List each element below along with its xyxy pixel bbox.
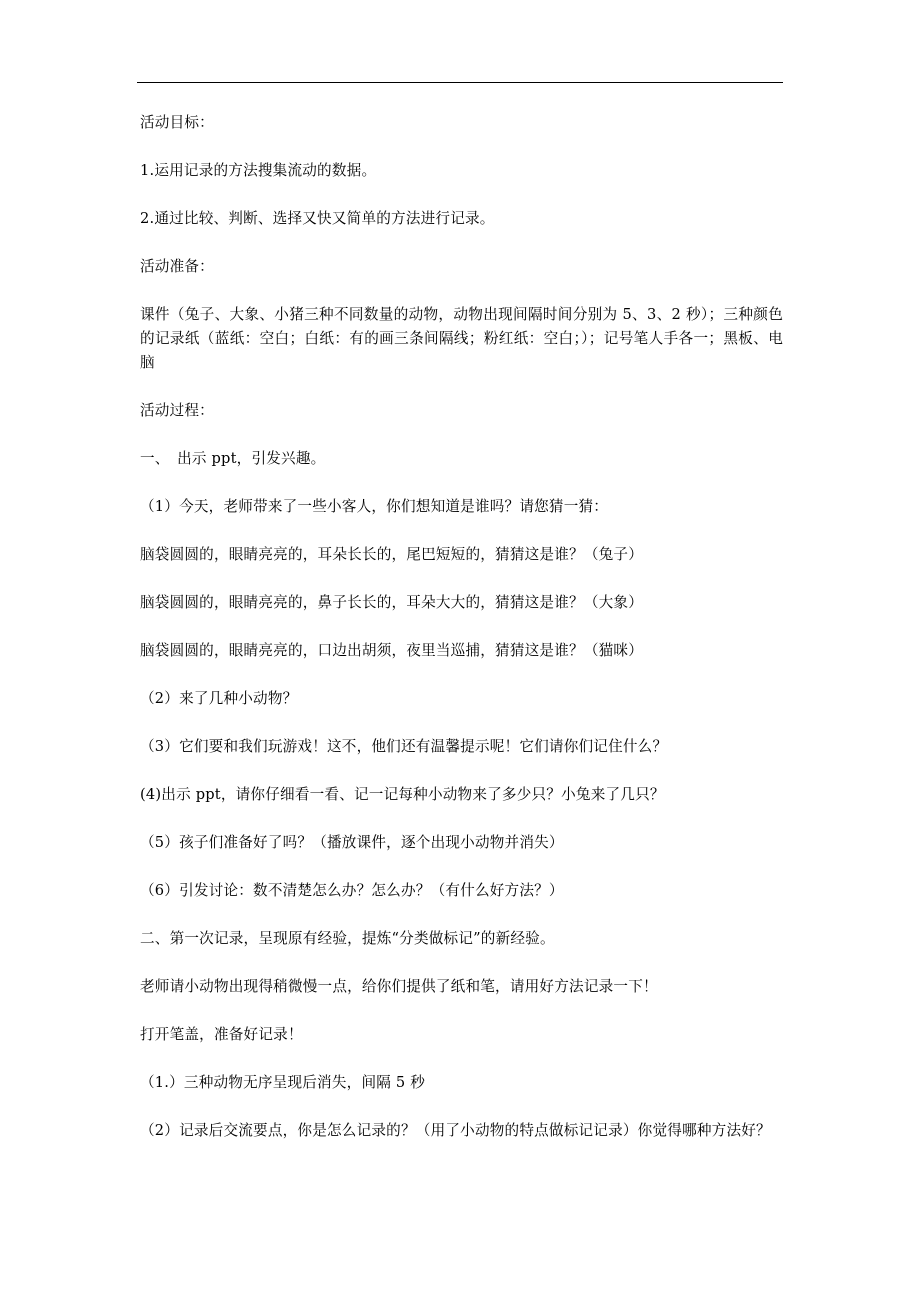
instruction-text: 老师请小动物出现得稍微慢一点，给你们提供了纸和笔，请用好方法记录一下！ [140,978,658,995]
section-heading-goals: 活动目标： [140,114,214,131]
riddle-cat: 脑袋圆圆的，眼睛亮亮的，口边出胡须，夜里当巡捕，猜猜这是谁？（猫咪） [140,642,643,659]
list-item: (4)出示 ppt，请你仔细看一看、记一记每种小动物来了多少只？小兔来了几只？ [140,786,665,803]
section-heading-preparation: 活动准备： [140,258,214,275]
list-item: （1）今天，老师带来了一些小客人，你们想知道是谁吗？请您猜一猜： [140,498,609,515]
riddle-elephant: 脑袋圆圆的，眼睛亮亮的，鼻子长长的，耳朵大大的，猜猜这是谁？（大象） [140,594,643,611]
goal-item-2: 2.通过比较、判断、选择又快又简单的方法进行记录。 [140,210,495,227]
header-rule [137,82,783,83]
goal-item-1: 1.运用记录的方法搜集流动的数据。 [140,162,377,179]
list-item: （2）记录后交流要点，你是怎么记录的？（用了小动物的特点做标记记录）你觉得哪种方法好？ [140,1122,771,1139]
process-step-1-heading: 一、 出示 ppt，引发兴趣。 [140,450,326,467]
preparation-text: 课件（兔子、大象、小猪三种不同数量的动物，动物出现间隔时间分别为 5、3、2 秒）；三种颜色的记录纸（蓝纸：空白；白纸：有的画三条间隔线；粉红纸：空白；）；记号笔人手各一；黑板、电脑 [140,306,783,371]
list-item: （6）引发讨论：数不清楚怎么办？怎么办？（有什么好方法？） [140,882,564,899]
list-item: （1.）三种动物无序呈现后消失，间隔 5 秒 [140,1074,425,1091]
instruction-text: 打开笔盖，准备好记录！ [140,1026,303,1043]
document-body [140,111,783,1143]
list-item: （5）孩子们准备好了吗？（播放课件，逐个出现小动物并消失） [140,834,564,851]
list-item: （3）它们要和我们玩游戏！这不，他们还有温馨提示呢！它们请你们记住什么？ [140,738,668,755]
list-item: （2）来了几种小动物？ [140,690,298,707]
riddle-rabbit: 脑袋圆圆的，眼睛亮亮的，耳朵长长的，尾巴短短的，猜猜这是谁？（兔子） [140,546,643,563]
process-step-2-heading: 二、第一次记录，呈现原有经验，提炼“分类做标记”的新经验。 [140,930,555,947]
section-heading-process: 活动过程： [140,402,214,419]
